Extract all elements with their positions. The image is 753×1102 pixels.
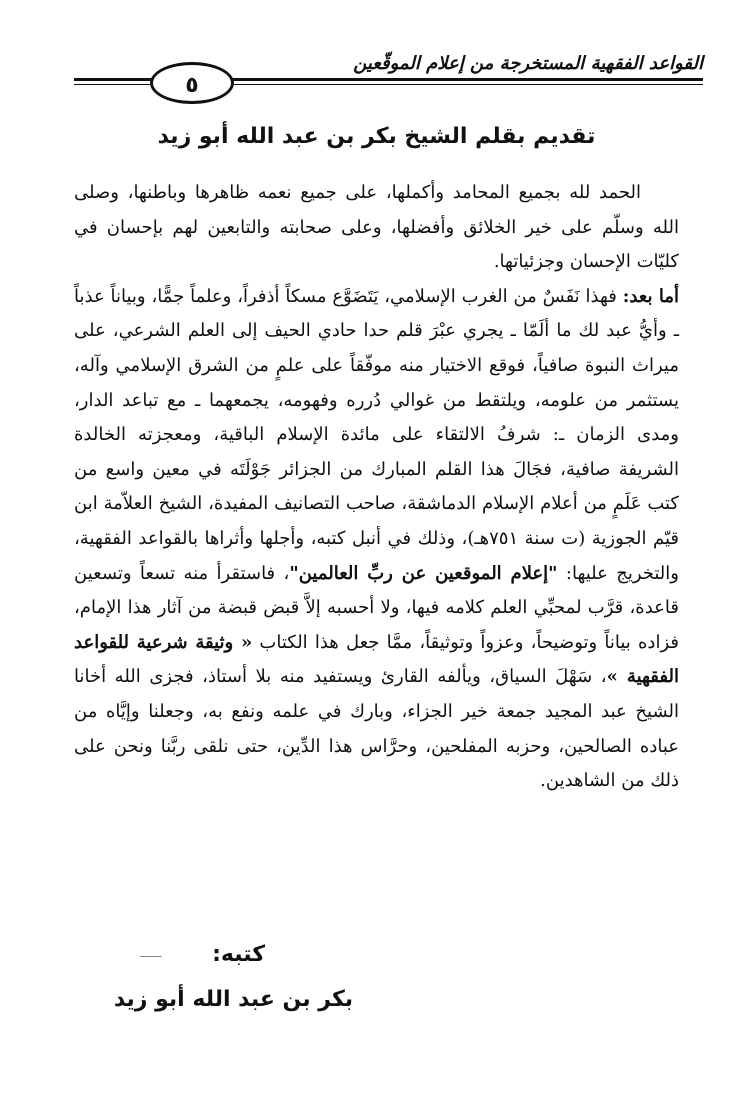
body-text: [74, 176, 679, 799]
signature-label: كتبه:: [212, 942, 265, 967]
paragraph-lead: أما بعد:: [622, 285, 679, 307]
paragraph-main-continued: ، فاستقرأ منه تسعاً وتسعين قاعدة، قرَّب لمحبِّي العلم كلامه فيها، ولا أحسبه إلاَّ قبض قبضة من آثار هذا الإمام، فزاده بياناً وتوضيحاً، وعزواً وتوثيقاً، ممَّا جعل هذا الكتاب: [74, 562, 679, 653]
signature-dash: [140, 956, 162, 957]
page-number: ٥: [150, 62, 234, 104]
paragraph-main: [74, 280, 679, 799]
paragraph-opening: الحمد لله بجميع المحامد وأكملها، على جميع نعمه ظاهرها وباطنها، وصلى الله وسلّم على خير الخلائق وأفضلها، وعلى صحابته والتابعين لهم بإحسان في كليّات الإحسان وجزئياتها.: [74, 182, 679, 273]
document-title-quote: « وثيقة شرعية للقواعد الفقهية »: [74, 631, 680, 688]
running-header-title: القواعد الفقهية المستخرجة من إعلام الموقّعين: [353, 53, 703, 74]
signature-name: بكر بن عبد الله أبو زيد: [113, 987, 353, 1012]
paragraph-main-text: فهذا نَفَسٌ من الغرب الإسلامي، يَتَضَوَّع مسكاً أذفراً، وعلماً جمًّا، وبياناً عذباً ـ وأيُّ عبد لك ما ألَمّا ـ يجري عبْرَ قلم حدا حادي الحيف إلى العلم الشرعي، على ميراث النبوة صافياً، فوقع الاختيار منه موفّقاً على علمٍ من الشرق الإسلامي وآله، يستثمر من علومه، ويلتقط من غوالي دُرره وفهومه، يجمعهما ـ مع تباعد الدار، ومدى الزمان ـ: شرفُ الالتقاء على مائدة الإسلام الباقية، ومعجزته الخالدة الشريفة صافية، فجَالَ هذا القلم المبارك من الجزائر جَوْلَتَه في معين واسع من كتب عَلَمٍ من أعلام الإسلام الدماشقة، صاحب التصانيف المفيدة، الشيخ العلاّمة ابن قيّم الجوزية (ت سنة ٧٥١هـ)، وذلك في أنبل كتبه، وأجلها وأثراها بالقواعد الفقهية، والتخريج عليها:: [74, 285, 680, 584]
cited-book-title: "إعلام الموقعين عن ربِّ العالمين": [289, 562, 558, 584]
paragraph-main-tail: ، سَهْلَ السياق، ويألفه القارئ ويستفيد منه بلا أستاذ، فجزى الله أخانا الشيخ عبد المجيد جمعة خير الجزاء، وبارك في علمه ونفع به، وجعلنا وإيَّاه من عباده الصالحين، وحزبه المفلحين، وحرَّاس هذا الدِّين، حتى نلقى ربَّنا ونحن على ذلك من الشاهدين.: [74, 666, 679, 792]
page-title: تقديم بقلم الشيخ بكر بن عبد الله أبو زيد: [157, 124, 596, 149]
